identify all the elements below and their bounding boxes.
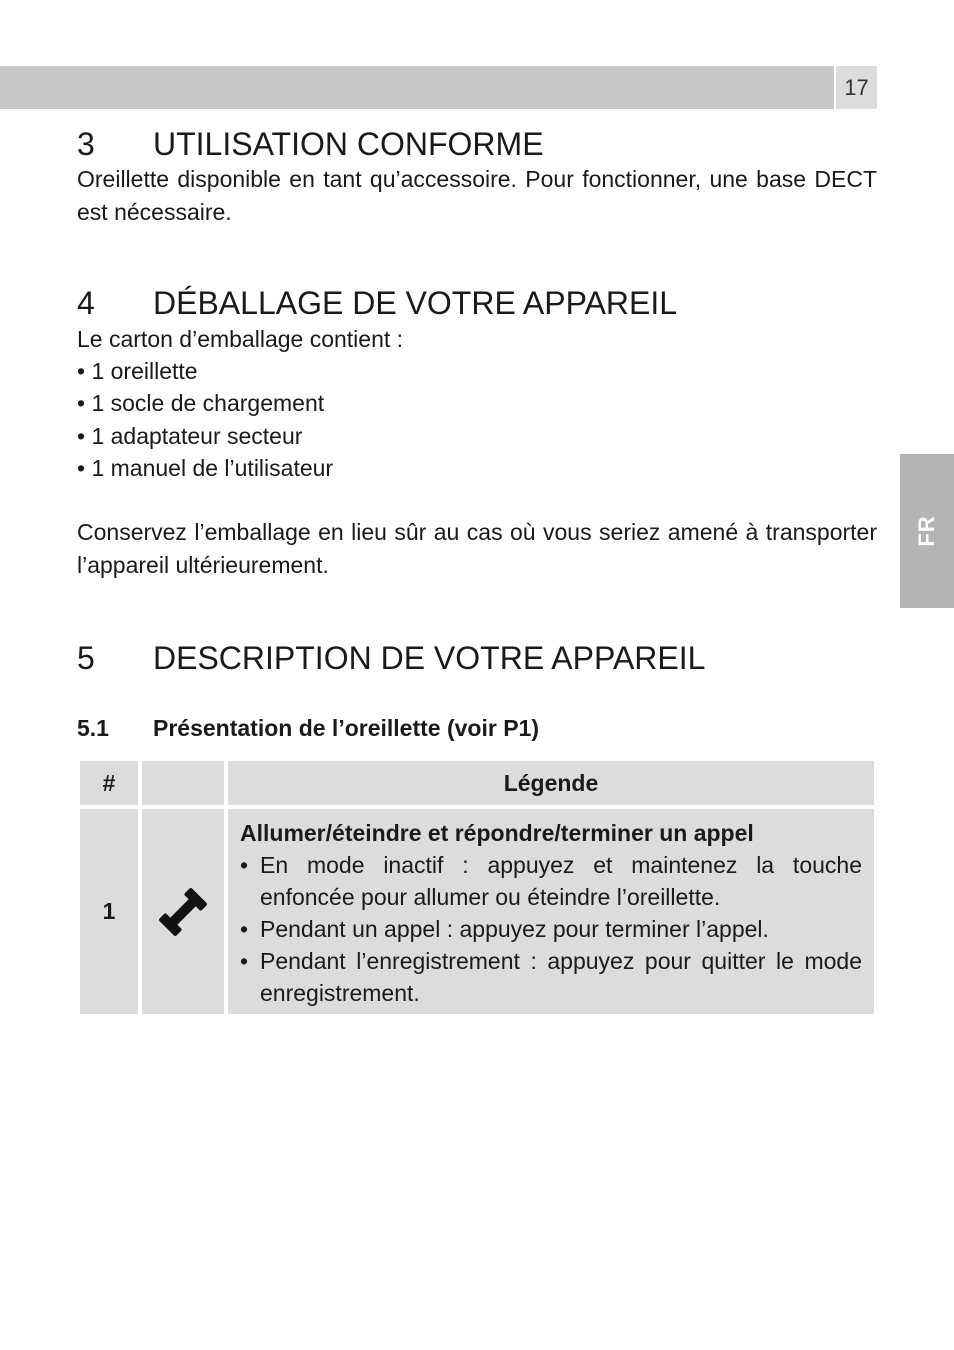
phone-handset-icon (156, 885, 210, 939)
language-tab-label: FR (914, 515, 939, 547)
section-3-heading (77, 126, 544, 162)
bullet-text: Pendant un appel : appuyez pour terminer l’appel. (260, 916, 769, 942)
row-1-number-cell (80, 809, 138, 1014)
language-tab (900, 454, 954, 608)
header-cell-legend (228, 761, 874, 805)
header-bar (0, 66, 834, 109)
header-number-label: # (102, 770, 116, 796)
section-5-heading (77, 640, 705, 676)
section-3-number: 3 (77, 126, 95, 162)
section-5-title: DESCRIPTION DE VOTRE APPAREIL (153, 640, 706, 676)
header-icon-label (142, 761, 224, 805)
legend-table (80, 761, 874, 1014)
section-4-heading (77, 285, 677, 321)
bullet-marker: • (240, 948, 249, 974)
section-3-body: Oreillette disponible en tant qu’accessoire. Pour fonctionner, une base DECT est nécessaire. (77, 166, 877, 225)
bullet-text: Pendant l’enregistrement : appuyez pour quitter le mode enregistrement. (260, 948, 862, 1006)
section-4-number: 4 (77, 285, 95, 321)
section-4-intro: Le carton d’emballage contient : (77, 326, 404, 352)
section-5-number: 5 (77, 640, 95, 676)
list-item: • 1 socle de chargement (77, 390, 325, 416)
list-item: • 1 adaptateur secteur (77, 423, 303, 449)
section-3-title: UTILISATION CONFORME (153, 126, 544, 162)
row-1-legend-cell (228, 809, 874, 1014)
row-1-icon-cell (142, 809, 224, 1014)
list-item: • 1 manuel de l’utilisateur (77, 455, 334, 481)
subsection-5-1-heading (77, 715, 539, 742)
header-cell-number (80, 761, 138, 805)
bullet-marker: • (240, 852, 249, 878)
header-legend-label: Légende (503, 770, 599, 796)
bullet-text: En mode inactif : appuyez et maintenez la touche enfoncée pour allumer ou éteindre l’oreillette. (260, 852, 862, 910)
subsection-5-1-title: Présentation de l’oreillette (voir P1) (153, 715, 539, 741)
bullet-marker: • (240, 916, 249, 942)
section-4-title: DÉBALLAGE DE VOTRE APPAREIL (153, 285, 678, 321)
list-item: • 1 oreillette (77, 358, 198, 384)
section-4-note: Conservez l’emballage en lieu sûr au cas où vous seriez amené à transporter l’appareil ultérieurement. (77, 519, 877, 578)
subsection-5-1-number: 5.1 (77, 715, 109, 741)
list-item (240, 913, 862, 945)
header-cell-icon (142, 761, 224, 805)
list-item (240, 945, 862, 1009)
row-1-legend-title: Allumer/éteindre et répondre/terminer un appel (240, 820, 754, 846)
row-1-number: 1 (102, 898, 116, 924)
page-number: 17 (836, 66, 877, 109)
list-item (240, 849, 862, 913)
